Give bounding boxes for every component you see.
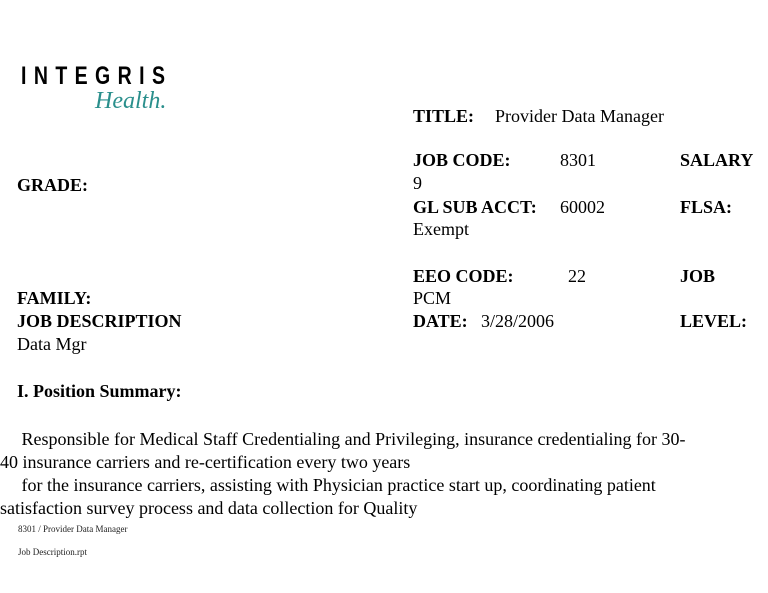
eeo-code-value: 22 bbox=[568, 266, 586, 286]
date-label: DATE: bbox=[413, 311, 468, 331]
logo-integris: INTEGRIS bbox=[21, 62, 173, 90]
family-value: PCM bbox=[413, 288, 452, 308]
flsa-label: FLSA: bbox=[680, 197, 733, 217]
gl-sub-acct-value: 60002 bbox=[560, 197, 605, 217]
grade-value: 9 bbox=[413, 173, 422, 193]
title-label: TITLE: bbox=[413, 106, 475, 126]
title-value: Provider Data Manager bbox=[495, 106, 664, 126]
level-value: Data Mgr bbox=[17, 334, 87, 354]
logo-health: Health. bbox=[95, 88, 167, 114]
gl-sub-acct-label: GL SUB ACCT: bbox=[413, 197, 537, 217]
level-label: LEVEL: bbox=[680, 311, 748, 331]
date-value: 3/28/2006 bbox=[481, 311, 555, 331]
job-description-label: JOB DESCRIPTION bbox=[17, 311, 182, 331]
job-code-value: 8301 bbox=[560, 150, 596, 170]
salary-label: SALARY bbox=[680, 150, 754, 170]
job-code-label: JOB CODE: bbox=[413, 150, 511, 170]
summary-line: Responsible for Medical Staff Credentialing and Privileging, insurance credentialing for 30- bbox=[17, 429, 686, 449]
footer-report: Job Description.rpt bbox=[18, 547, 87, 557]
grade-label: GRADE: bbox=[17, 175, 88, 195]
section-heading: I. Position Summary: bbox=[17, 381, 182, 401]
position-summary bbox=[0, 428, 747, 520]
family-label: FAMILY: bbox=[17, 288, 92, 308]
summary-line: for the insurance carriers, assisting with Physician practice start up, coordinating patient bbox=[17, 475, 656, 495]
summary-line: 40 insurance carriers and re-certification every two years bbox=[0, 452, 411, 472]
eeo-code-label: EEO CODE: bbox=[413, 266, 514, 286]
summary-line: satisfaction survey process and data collection for Quality bbox=[0, 498, 418, 518]
job-label: JOB bbox=[680, 266, 716, 286]
footer-title: 8301 / Provider Data Manager bbox=[18, 524, 128, 534]
flsa-value: Exempt bbox=[413, 219, 469, 239]
